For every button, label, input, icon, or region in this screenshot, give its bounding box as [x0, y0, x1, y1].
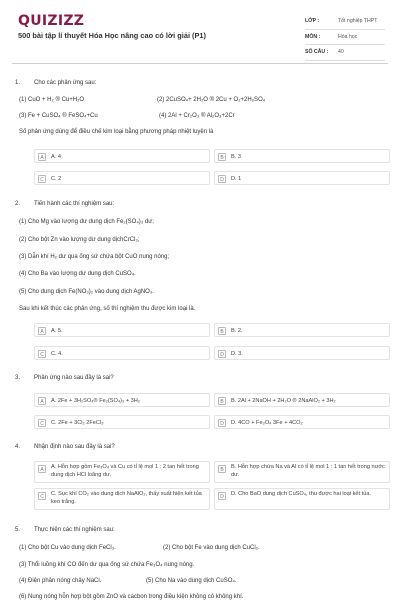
meta-row-count	[305, 45, 385, 61]
option-letter: A	[38, 327, 46, 335]
option-d[interactable]	[214, 415, 390, 429]
option-text: C. 2	[51, 175, 62, 182]
question-line: Số phản ứng dùng để điều chế kim loại bằng phương pháp nhiệt luyện là	[19, 129, 214, 135]
option-letter: C	[38, 175, 46, 183]
option-text: A. 5.	[51, 327, 63, 334]
question-stem: Nhận định nào sau đây là sai?	[34, 444, 115, 450]
option-letter: B	[218, 327, 226, 335]
question-line: (1) Cho Mg vào lượng dư dung dịch Fe₂(SO₄)₃ dư;	[19, 219, 154, 225]
question-line: (6) Nung nóng hỗn hợp bột gồm ZnO và cacbon trong điều kiện không có không khí.	[19, 594, 244, 600]
question-stem: Tiến hành các thí nghiệm sau:	[34, 201, 115, 207]
question-number: 2.	[15, 201, 21, 207]
option-text: C. 4.	[51, 350, 63, 357]
option-b[interactable]	[214, 149, 390, 163]
option-letter: D	[218, 175, 226, 183]
meta-value: Tốt nghiệp THPT	[338, 18, 378, 25]
question-line: (2) Cho bột Zn vào lượng dư dung dịchCrCl₃;	[19, 237, 140, 243]
question-stem: Phản ứng nào sau đây là sai?	[34, 375, 114, 381]
option-text: A. Hỗn hợp gồm Fe₃O₄ và Cu có tỉ lệ mol 1 : 2 tan hết trong dung dịch HCl loãng dư.	[51, 464, 199, 478]
option-letter: B	[218, 397, 226, 405]
question-line: (1) CuO + H₂ ® Cu+H₂O	[19, 97, 85, 103]
meta-row-class	[305, 14, 385, 30]
option-letter: A	[38, 465, 46, 473]
option-a[interactable]	[34, 149, 210, 163]
option-letter: C	[38, 492, 46, 500]
question-line: (4) 2Al + Cr₂O₃ ® Al₂O₃+2Cr	[159, 113, 235, 119]
option-d[interactable]	[214, 171, 390, 185]
option-letter: A	[38, 153, 46, 161]
question-line: (1) Cho bột Cu vào dung dịch FeCl₃.	[19, 545, 116, 551]
meta-value: Hóa học	[338, 33, 358, 40]
option-d[interactable]	[214, 488, 390, 510]
option-letter: C	[38, 350, 46, 358]
option-text: C. Sục khí CO₂ vào dung dịch NaAlO₂, thấy xuất hiện kết tủa keo trắng.	[51, 491, 202, 505]
meta-key: MÔN :	[305, 33, 321, 40]
question-number: 3.	[15, 375, 21, 381]
option-a[interactable]	[34, 393, 210, 407]
question-number: 1.	[15, 80, 21, 86]
option-letter: D	[218, 350, 226, 358]
meta-value: 40	[338, 49, 344, 56]
option-text: C. 2Fe + 3Cl₂ 2FeCl₃	[51, 419, 104, 426]
meta-row-subject	[305, 30, 385, 46]
option-text: B. 2.	[231, 327, 243, 334]
option-text: D. 4CO + Fe₃O₄ 3Fe + 4CO₂	[231, 419, 303, 426]
option-d[interactable]	[214, 346, 390, 360]
question-line: Sau khi kết thúc các phản ứng, số thí nghiệm thu được kim loại là.	[19, 306, 196, 312]
option-a[interactable]	[34, 461, 210, 483]
question-line: (4) Cho Ba vào lượng dư dung dịch CuSO₄.	[19, 271, 136, 277]
option-text: D. Cho BaO dung dịch CuSO₄, thu được hai loại kết tủa.	[231, 491, 371, 497]
option-c[interactable]	[34, 171, 210, 185]
option-letter: D	[218, 492, 226, 500]
option-text: B. 2Al + 2NaOH + 2H₂O ® 2NaAlO₂ + 3H₂	[231, 397, 336, 404]
question-line: (2) 2CuSO₄+ 2H₂O ® 2Cu + O₂+2H₂SO₄	[157, 97, 266, 103]
option-c[interactable]	[34, 415, 210, 429]
option-letter: C	[38, 419, 46, 427]
question-number: 4.	[15, 444, 21, 450]
option-text: A. 4	[51, 153, 61, 160]
option-c[interactable]	[34, 346, 210, 360]
option-letter: B	[218, 465, 226, 473]
page-title: 500 bài tập lí thuyết Hóa Học nâng cao có lời giải (P1)	[18, 31, 207, 40]
header-divider	[12, 63, 388, 64]
question-line: (5) Cho dung dịch Fe(NO₃)₂ vào dung dịch AgNO₃.	[19, 289, 154, 295]
question-stem: Thực hiện các thí nghiệm sau:	[34, 527, 115, 533]
option-text: B. Hỗn hợp chứa Na và Al có tỉ lệ mol 1 : 1 tan hết trong nước dư.	[231, 464, 385, 478]
meta-key: SỐ CÂU :	[305, 49, 329, 56]
option-text: A. 2Fe + 3H₂SO₄® Fe₂(SO₄)₃ + 3H₂	[51, 397, 140, 404]
meta-key: LỚP :	[305, 18, 320, 25]
question-stem: Cho các phản ứng sau:	[34, 80, 97, 86]
option-b[interactable]	[214, 461, 390, 483]
option-text: D. 1	[231, 175, 242, 182]
option-letter: B	[218, 153, 226, 161]
question-line: (2) Cho bột Fe vào dung dịch CuCl₂.	[163, 545, 260, 551]
question-number: 5.	[15, 527, 21, 533]
option-c[interactable]	[34, 488, 210, 510]
question-line: (3) Fe + CuSO₄ ® FeSO₄+Cu	[19, 113, 98, 119]
option-b[interactable]	[214, 393, 390, 407]
option-text: B. 3	[231, 153, 241, 160]
quizizz-logo: QUIZIZZ	[18, 13, 85, 29]
question-line: (4) Điện phân nóng chảy NaCl.	[19, 578, 102, 584]
option-b[interactable]	[214, 323, 390, 337]
option-text: D. 3.	[231, 350, 243, 357]
option-letter: A	[38, 397, 46, 405]
question-line: (5) Cho Na vào dung dịch CuSO₄.	[146, 578, 237, 584]
question-line: (3) Dẫn khí H₂ dư qua ống sứ chứa bột CuO nung nóng;	[19, 254, 170, 260]
option-letter: D	[218, 419, 226, 427]
option-a[interactable]	[34, 323, 210, 337]
meta-table	[305, 14, 385, 61]
question-line: (3) Thổi luồng khí CO đến dư qua ống sứ chứa Fe₃O₄ nung nóng.	[19, 562, 195, 568]
